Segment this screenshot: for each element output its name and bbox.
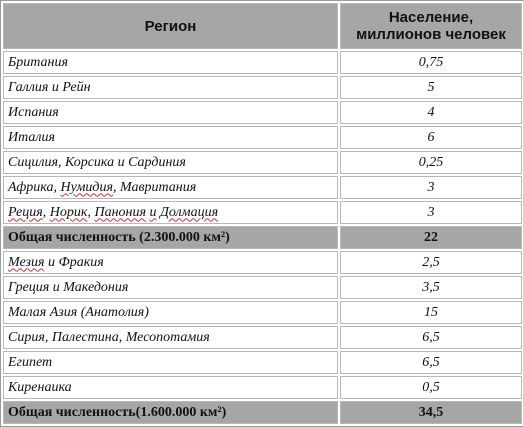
- table-row: [3, 251, 522, 274]
- population-cell: 0,5: [340, 376, 522, 399]
- table-row: [3, 51, 522, 74]
- region-cell: Греция и Македония: [3, 276, 338, 299]
- total-row: [3, 226, 522, 249]
- region-cell: Галлия и Рейн: [3, 76, 338, 99]
- population-cell: 2,5: [340, 251, 522, 274]
- population-cell: 5: [340, 76, 522, 99]
- table-row: [3, 126, 522, 149]
- region-cell: Египет: [3, 351, 338, 374]
- region-cell: Киренаика: [3, 376, 338, 399]
- population-cell: 15: [340, 301, 522, 324]
- table-row: [3, 201, 522, 224]
- region-cell: Африка, Нумидия, Мавритания: [3, 176, 338, 199]
- population-cell: 0,25: [340, 151, 522, 174]
- population-cell: 3,5: [340, 276, 522, 299]
- table-row: [3, 151, 522, 174]
- table-row: [3, 376, 522, 399]
- total-value-cell: 34,5: [340, 401, 522, 424]
- population-cell: 0,75: [340, 51, 522, 74]
- population-cell: 4: [340, 101, 522, 124]
- region-cell: Мезия и Фракия: [3, 251, 338, 274]
- total-value-cell: 22: [340, 226, 522, 249]
- region-cell: Британия: [3, 51, 338, 74]
- table-row: [3, 351, 522, 374]
- header-region: Регион: [3, 3, 338, 49]
- population-cell: 3: [340, 176, 522, 199]
- total-label-cell: Общая численность (2.300.000 км²): [3, 226, 338, 249]
- region-cell: Испания: [3, 101, 338, 124]
- table-row: [3, 276, 522, 299]
- region-cell: Сицилия, Корсика и Сардиния: [3, 151, 338, 174]
- population-cell: 6: [340, 126, 522, 149]
- table-row: [3, 176, 522, 199]
- population-cell: 6,5: [340, 351, 522, 374]
- total-row: [3, 401, 522, 424]
- population-cell: 3: [340, 201, 522, 224]
- region-cell: Сирия, Палестина, Месопотамия: [3, 326, 338, 349]
- region-cell: Италия: [3, 126, 338, 149]
- region-cell: Малая Азия (Анатолия): [3, 301, 338, 324]
- table-row: [3, 326, 522, 349]
- table-header-row: [3, 3, 522, 49]
- total-label-cell: Общая численность(1.600.000 км²): [3, 401, 338, 424]
- table-row: [3, 301, 522, 324]
- table-row: [3, 76, 522, 99]
- region-cell: Реция, Норик, Панония и Долмация: [3, 201, 338, 224]
- population-cell: 6,5: [340, 326, 522, 349]
- header-population: Население, миллионов человек: [340, 3, 522, 49]
- table-row: [3, 101, 522, 124]
